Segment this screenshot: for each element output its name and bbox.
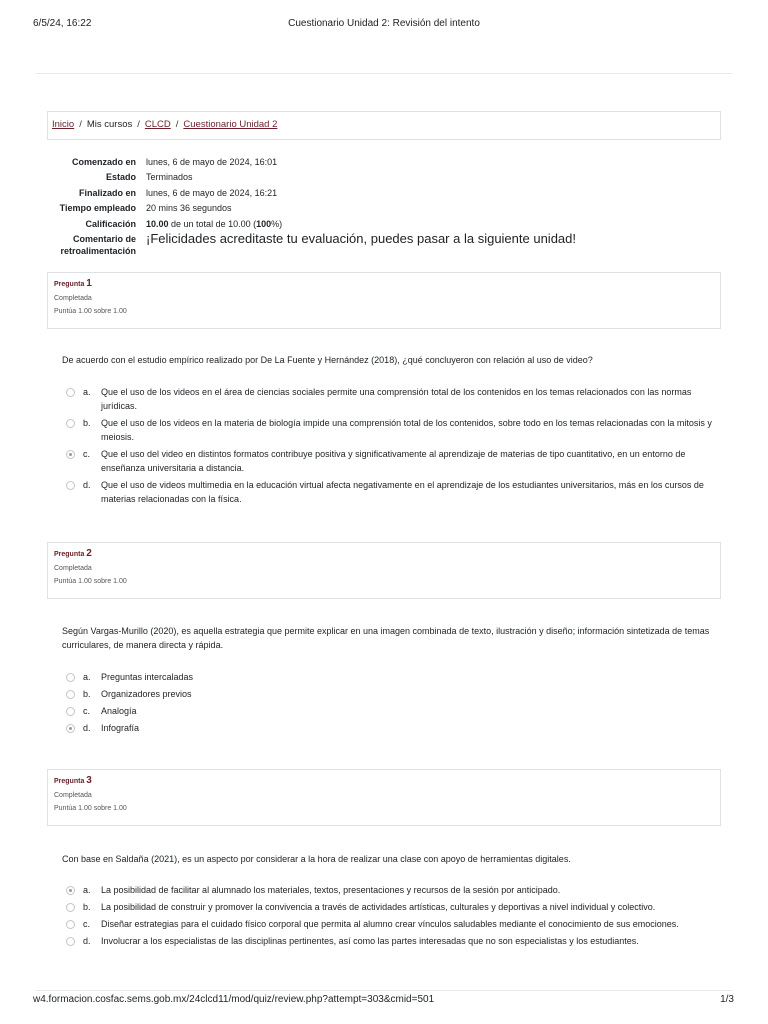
grade-middle: de un total de 10.00 ( bbox=[168, 218, 257, 229]
summary-value: lunes, 6 de mayo de 2024, 16:01 bbox=[146, 157, 278, 167]
answer-letter: d. bbox=[83, 480, 91, 490]
answer-text: Que el uso del video en distintos formatos contribuye positiva y significativamente al aprendizaje de materias de tipo cuantitativo, en un entorno de enseñanza universitaria a distancia. bbox=[101, 449, 686, 473]
print-page-number: 1/3 bbox=[720, 994, 734, 1005]
footer-divider bbox=[36, 990, 732, 991]
answer-option[interactable] bbox=[66, 900, 716, 914]
question-text: Con base en Saldaña (2021), es un aspecto por considerar a la hora de realizar una clase con apoyo de herramientas digitales. bbox=[62, 854, 571, 864]
answer-text: Que el uso de los videos en la materia de biología impide una comprensión total de los contenidos, sobre todo en los temas relacionadas con la mitosis y meiosis. bbox=[101, 418, 712, 442]
print-url: w4.formacion.cosfac.sems.gob.mx/24clcd11/mod/quiz/review.php?attempt=303&cmid=501 bbox=[33, 994, 435, 1005]
question-text: Según Vargas-Murillo (2020), es aquella estrategia que permite explicar en una imagen combinada de texto, ilustración y diseño; información sintetizada de temas curriculares, de manera directa y rápida. bbox=[62, 626, 710, 650]
question-info-1 bbox=[47, 272, 721, 329]
answer-text: Que el uso de videos multimedia en la educación virtual afecta negativamente en el aprendizaje de los estudiantes universitarios, más en los cursos de materias relacionadas con la física. bbox=[101, 480, 704, 504]
answer-list bbox=[66, 670, 716, 738]
answer-option[interactable] bbox=[66, 704, 716, 718]
summary-label: Tiempo empleado bbox=[59, 203, 136, 214]
radio-button[interactable] bbox=[66, 920, 75, 929]
breadcrumb-separator: / bbox=[137, 119, 140, 130]
radio-button-selected[interactable] bbox=[66, 450, 75, 459]
header-divider bbox=[36, 73, 732, 74]
breadcrumb-separator: / bbox=[175, 119, 179, 130]
question-number bbox=[54, 278, 714, 289]
answer-text: Involucrar a los especialistas de las disciplinas pertinentes, así como las partes interesadas que no son especialistas y los estudiantes. bbox=[101, 936, 639, 946]
radio-button[interactable] bbox=[66, 690, 75, 699]
answer-letter: c. bbox=[83, 449, 91, 459]
print-header bbox=[0, 0, 768, 40]
summary-row-time-taken bbox=[47, 202, 727, 214]
summary-label: Calificación bbox=[85, 218, 136, 229]
question-text: De acuerdo con el estudio empírico realizado por De La Fuente y Hernández (2018), ¿qué concluyeron con relación al uso de video? bbox=[62, 355, 593, 365]
question-number-value: 3 bbox=[86, 775, 92, 786]
breadcrumb-separator: / bbox=[79, 119, 82, 130]
answer-letter: b. bbox=[83, 418, 91, 428]
summary-row-started bbox=[47, 156, 727, 168]
answer-letter: b. bbox=[83, 689, 91, 699]
feedback-text: ¡Felicidades acreditaste tu evaluación, puedes pasar a la siguiente unidad! bbox=[146, 230, 576, 246]
answer-letter: b. bbox=[83, 902, 91, 912]
answer-text: La posibilidad de construir y promover la convivencia a través de actividades artísticas, culturales y deportivas a nivel individual y colectivo. bbox=[101, 902, 656, 912]
grade-score: 10.00 bbox=[146, 218, 169, 229]
answer-text: Diseñar estrategias para el cuidado físico corporal que permita al alumno crear vínculos saludables mediante el conocimiento de sus emociones. bbox=[101, 919, 679, 929]
radio-button[interactable] bbox=[66, 419, 75, 428]
answer-option[interactable] bbox=[66, 416, 716, 444]
answer-option[interactable] bbox=[66, 917, 716, 931]
answer-letter: c. bbox=[83, 919, 91, 929]
print-datetime: 6/5/24, 16:22 bbox=[33, 18, 92, 29]
breadcrumb bbox=[47, 111, 721, 140]
answer-letter: d. bbox=[83, 936, 91, 946]
radio-button-selected[interactable] bbox=[66, 724, 75, 733]
summary-value: Terminados bbox=[146, 172, 193, 183]
answer-letter: a. bbox=[83, 672, 91, 682]
grade-percent: 100 bbox=[256, 218, 272, 229]
answer-letter: c. bbox=[83, 706, 91, 716]
answer-text: La posibilidad de facilitar al alumnado los materiales, textos, presentaciones y recursos de la sesión por anticipado. bbox=[101, 885, 561, 895]
breadcrumb-home-link[interactable]: Inicio bbox=[52, 119, 75, 130]
radio-button[interactable] bbox=[66, 707, 75, 716]
answer-list bbox=[66, 883, 716, 951]
summary-row-grade bbox=[47, 218, 727, 230]
answer-text: Que el uso de los videos en el área de ciencias sociales permite una comprensión total de los contenidos en los temas relacionados con las normas jurídicas. bbox=[101, 387, 692, 411]
question-info-3 bbox=[47, 769, 721, 826]
summary-value: 20 mins 36 segundos bbox=[146, 203, 232, 214]
answer-option[interactable] bbox=[66, 478, 716, 506]
summary-label: Finalizado en bbox=[78, 187, 136, 198]
question-number bbox=[54, 548, 714, 559]
question-number bbox=[54, 775, 714, 786]
breadcrumb-course-link[interactable]: CLCD bbox=[144, 119, 171, 130]
question-grade: Puntúa 1.00 sobre 1.00 bbox=[54, 578, 127, 585]
answer-text: Analogía bbox=[101, 706, 137, 716]
question-label: Pregunta bbox=[54, 281, 85, 288]
answer-option[interactable] bbox=[66, 670, 716, 684]
question-state: Completada bbox=[54, 792, 92, 799]
answer-letter: a. bbox=[83, 387, 91, 397]
question-grade: Puntúa 1.00 sobre 1.00 bbox=[54, 308, 127, 315]
answer-option[interactable] bbox=[66, 721, 716, 735]
answer-letter: a. bbox=[83, 885, 91, 895]
summary-row-feedback bbox=[47, 230, 727, 257]
question-grade: Puntúa 1.00 sobre 1.00 bbox=[54, 805, 127, 812]
question-label: Pregunta bbox=[54, 551, 85, 558]
grade-end: %) bbox=[271, 218, 283, 229]
radio-button[interactable] bbox=[66, 388, 75, 397]
radio-button[interactable] bbox=[66, 673, 75, 682]
answer-letter: d. bbox=[83, 723, 91, 733]
summary-label: Comenzado en bbox=[71, 157, 136, 167]
attempt-summary bbox=[47, 156, 727, 260]
answer-option[interactable] bbox=[66, 447, 716, 475]
answer-text: Organizadores previos bbox=[101, 689, 192, 699]
breadcrumb-quiz-link[interactable]: Cuestionario Unidad 2 bbox=[183, 119, 278, 130]
answer-option[interactable] bbox=[66, 385, 716, 413]
summary-label: Estado bbox=[105, 172, 136, 183]
question-state: Completada bbox=[54, 295, 92, 302]
question-number-value: 1 bbox=[86, 278, 92, 289]
breadcrumb-my-courses: Mis cursos bbox=[86, 119, 133, 130]
answer-text: Infografía bbox=[101, 723, 140, 733]
question-info-2 bbox=[47, 542, 721, 599]
question-state: Completada bbox=[54, 565, 92, 572]
summary-value: lunes, 6 de mayo de 2024, 16:21 bbox=[146, 187, 278, 198]
radio-button[interactable] bbox=[66, 903, 75, 912]
answer-list bbox=[66, 385, 716, 509]
answer-text: Preguntas intercaladas bbox=[101, 672, 194, 682]
radio-button-selected[interactable] bbox=[66, 886, 75, 895]
answer-option[interactable] bbox=[66, 687, 716, 701]
summary-label: Comentario de retroalimentación bbox=[60, 233, 136, 256]
question-label: Pregunta bbox=[54, 778, 85, 785]
radio-button[interactable] bbox=[66, 481, 75, 490]
radio-button[interactable] bbox=[66, 937, 75, 946]
answer-option[interactable] bbox=[66, 934, 716, 948]
summary-row-finished bbox=[47, 187, 727, 199]
answer-option[interactable] bbox=[66, 883, 716, 897]
print-title: Cuestionario Unidad 2: Revisión del intento bbox=[288, 18, 480, 29]
grade-value bbox=[146, 218, 727, 230]
summary-row-state bbox=[47, 171, 727, 183]
question-number-value: 2 bbox=[86, 548, 92, 559]
